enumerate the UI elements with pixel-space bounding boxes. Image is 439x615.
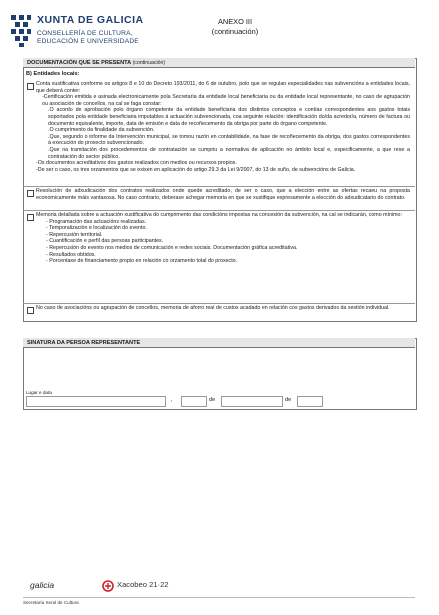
year-field[interactable] (297, 396, 323, 407)
section-title-note: (continuación) (132, 60, 166, 66)
place-field[interactable] (26, 396, 166, 407)
item1-point: .O cumprimento da finalidade da subvención. (48, 127, 155, 134)
galicia-logo: galicia (30, 580, 55, 590)
item3-point: - Repercusión territorial. (46, 231, 103, 238)
row-divider (23, 186, 415, 187)
item3-point: - Porcentaxe de financiamento propio en relación co orzamento total do proxecto. (46, 258, 238, 265)
item1-point: .O acordo de aprobación polo órgano competente da entidade beneficiaria dos distintos conceptos e contías correspondentes aos gastos totais soportados pola entidade beneficiaria imputables á actuación subvencionada, coa seguinte relación: identificación do/da acredor/a, número de factura ou documento equivalente, importe, data de emisión e data de recoñecemento da obriga por parte do órgano competente. (48, 107, 410, 127)
checkbox-memoria-detallada[interactable] (27, 214, 34, 221)
comma-separator: , (171, 397, 173, 403)
item-conta-xustificativa (36, 81, 410, 173)
annex-title: ANEXO III (217, 17, 253, 26)
row-divider (23, 303, 415, 304)
section-title: DOCUMENTACIÓN QUE SE PRESENTA (27, 60, 132, 66)
department-name (37, 30, 139, 45)
item3-point: - Programación das actuacións realizadas. (46, 218, 147, 225)
item-memoria-detallada (36, 212, 410, 265)
section-header (23, 58, 415, 68)
item3-point: - Cuantificación e perfil das persoas participantes. (46, 238, 164, 245)
checkbox-conta-xustificativa[interactable] (27, 83, 34, 90)
checkbox-resolucion-adxudicacion[interactable] (27, 190, 34, 197)
item1-point: .Que, segundo o informe da Intervención municipal, se tomou razón en contabilidade, na fase de recoñecemento da obriga, dos gastos correspondentes á execución do proxecto subvencionado. (48, 133, 410, 147)
item3-point: - Temporalización e localización do evento. (46, 225, 147, 232)
annex-subtitle: (continuación) (211, 27, 259, 36)
item3-intro: Memoria detallada sobre a actuación xustificativa do cumprimento das condicións impostas na concesión da subvención, na cal se indicarán, como mínimo: (36, 212, 402, 218)
department-line-1: CONSELLERÍA DE CULTURA, (37, 30, 133, 37)
signature-title: SINATURA DA PERSOA REPRESENTANTE (23, 338, 415, 348)
section-subtitle: B) Entidades locais: (26, 71, 80, 77)
checkbox-memoria-aforro[interactable] (27, 307, 34, 314)
item3-point: - Resultados obtidos. (46, 251, 96, 258)
xunta-title: XUNTA DE GALICIA (37, 14, 144, 26)
item-memoria-aforro: No caso de asociacións ou agrupación de concellos, memoria de aforro real de custos acadado en relación cos gastos derivados da xestión individual. (36, 305, 390, 311)
xacobeo-logo: Xacobeo 21·22 (117, 580, 169, 589)
item-resolucion-adxudicacion: Resolución de adxudicación dos contratos realizados onde quede acreditado, de ser o caso, que a elección entre as ofertas recaeu na proposta economicamente máis vantaxosa. No caso contrario, deberase achegar memoria en que se xustifique expresamente a elección do adxudicatario do contrato. (36, 188, 410, 201)
item1-point: .Que na tramitación dos procedementos de contratación se cumpriu a normativa de aplicación no ámbito local e, especificamente, a que rexe a contratación do sector público. (48, 146, 410, 160)
xunta-logo-icon (10, 14, 32, 48)
day-field[interactable] (181, 396, 207, 407)
row-divider (23, 210, 415, 211)
month-field[interactable] (221, 396, 283, 407)
item3-point: - Repercusión do evento nos medios de comunicación e redes sociais. Documentación gráfica acreditativa. (46, 244, 298, 251)
item1-offers: -De ser o caso, os tres orzamentos que se exixen en aplicación do artigo 29.3 da Lei 9/2007, do 13 de xuño, de subvencións de Galicia. (36, 166, 356, 173)
footer-department: Secretaría Xeral de Cultura (23, 600, 79, 605)
de-label: de (285, 397, 292, 403)
xacobeo-logo-icon (102, 579, 114, 597)
item1-intro: Conta xustificativa conforme os artigos 8 e 10 do Decreto 193/2011, do 6 de outubro, polo que se regulan especialidades nas subvencións a entidades locais, que deberá conter: (36, 81, 410, 94)
footer-divider (23, 597, 415, 598)
item1-cert: -Certificación emitida e asinada electronicamente pola Secretaría da entidade local beneficiaria ou da entidade local representante, no caso de agrupación ou asociación de concellos, na cal se faga constar: (42, 94, 410, 107)
department-line-2: EDUCACIÓN E UNIVERSIDADE (37, 37, 139, 45)
de-label: de (209, 397, 216, 403)
annex-heading (200, 17, 270, 37)
item1-docs: -Os documentos acreditativos dos gastos realizados con medios ou recursos propios. (36, 160, 237, 167)
place-date-label: Lugar e data (26, 390, 52, 395)
